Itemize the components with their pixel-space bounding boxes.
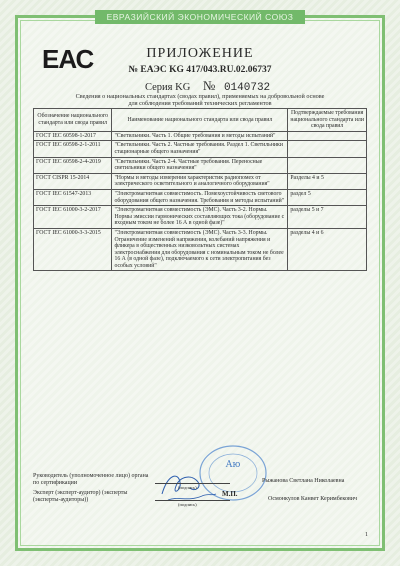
standard-requirements: разделы 5 и 7 [288, 206, 367, 229]
standard-requirements [288, 141, 367, 157]
table-row [34, 206, 367, 229]
standard-code: ГОСТ IEC 60598-1-2017 [34, 131, 112, 141]
intro-line-1: Сведения о национальных стандартах (сводах правил), применяемых на добровольной основе [75, 93, 325, 100]
standards-table [33, 108, 367, 271]
standard-name: "Нормы и методы измерения характеристик радиопомех от электрического осветительного и аналогичного оборудования" [112, 173, 288, 189]
standard-name: "Светильники. Часть 1. Общие требования и методы испытаний" [112, 131, 288, 141]
eac-logo: ЕАС [42, 44, 94, 74]
standard-name: "Светильники. Часть 2. Частные требования. Раздел 1. Светильники стационарные общего назначения" [112, 141, 288, 157]
standard-code: ГОСТ IEC 60598-2-1-2011 [34, 141, 112, 157]
certificate-number: № ЕАЭС KG 417/043.RU.02.06737 [128, 65, 272, 75]
standard-code: ГОСТ IEC 61547-2013 [34, 189, 112, 205]
series-number: 0140732 [223, 82, 271, 94]
table-row [34, 228, 367, 271]
standard-requirements: разделы 4 и 6 [288, 228, 367, 271]
seal-place-label: М.П. [222, 490, 238, 498]
head-name: Рыжанова Светлана Николаевна [262, 478, 345, 484]
page-number: 1 [365, 532, 368, 538]
header-requirements: Подтверждаемые требования национального стандарта или свода правил [288, 109, 367, 132]
expert-name: Осмонкулов Канвет Керимбекович [268, 496, 358, 502]
table-row [34, 131, 367, 141]
standard-requirements: раздел 5 [288, 189, 367, 205]
table-row [34, 157, 367, 173]
union-band: ЕВРАЗИЙСКИЙ ЭКОНОМИЧЕСКИЙ СОЮЗ [95, 10, 305, 24]
standard-code: ГОСТ CISPR 15-2014 [34, 173, 112, 189]
series-line [145, 78, 270, 94]
standard-requirements: Разделы 4 и 5 [288, 173, 367, 189]
standard-name: "Электромагнитная совместимость. Помехоустойчивость светового оборудования общего назначения. Требования и методы испытаний" [112, 189, 288, 205]
standard-code: ГОСТ IEC 60598-2-4-2019 [34, 157, 112, 173]
signature-line [155, 500, 230, 501]
standard-name: "Электромагнитная совместимость (ЭМС). Часть 3-2. Нормы. Нормы эмиссии гармонических составляющих тока (оборудование с входным током не более 16 А в одной фазе)" [112, 206, 288, 229]
table-row [34, 189, 367, 205]
series-label: Серия KG [145, 82, 191, 93]
standard-code: ГОСТ IEC 61000-3-3-2015 [34, 228, 112, 271]
standard-name: "Светильники. Часть 2-4. Частные требования. Переносные светильники общего назначения" [112, 157, 288, 173]
stamp-text: Аю [225, 460, 241, 470]
table-row [34, 141, 367, 157]
appendix-title: ПРИЛОЖЕНИЕ [146, 46, 254, 61]
expert-label: Эксперт (эксперт-аудитор) (эксперты (эксперты-аудиторы)) [33, 490, 128, 503]
intro-line-2: для соблюдения требований технических регламентов [128, 100, 272, 107]
standard-name: "Электромагнитная совместимость (ЭМС). Часть 3-3. Нормы. Ограничение изменений напряжения, колебаний напряжения и фликера в общественных низковольтных системах электроснабжения для оборудования с номинальным током не более 16 А (в одной фазе), подключаемого к сети электропитания без особых условий" [112, 228, 288, 271]
standard-requirements [288, 131, 367, 141]
header-name: Наименование национального стандарта или свода правил [112, 109, 288, 132]
standard-code: ГОСТ IEC 61000-3-2-2017 [34, 206, 112, 229]
number-label: № [202, 78, 216, 93]
table-row [34, 173, 367, 189]
head-label: Руководитель (уполномоченное лицо) органа по сертификации [33, 473, 149, 486]
signature-caption: (подпись) [178, 485, 197, 490]
signature-line [155, 483, 230, 484]
signature-caption: (подпись) [178, 502, 197, 507]
table-header-row [34, 109, 367, 132]
header-code: Обозначение национального стандарта или свода правил [34, 109, 112, 132]
standard-requirements [288, 157, 367, 173]
